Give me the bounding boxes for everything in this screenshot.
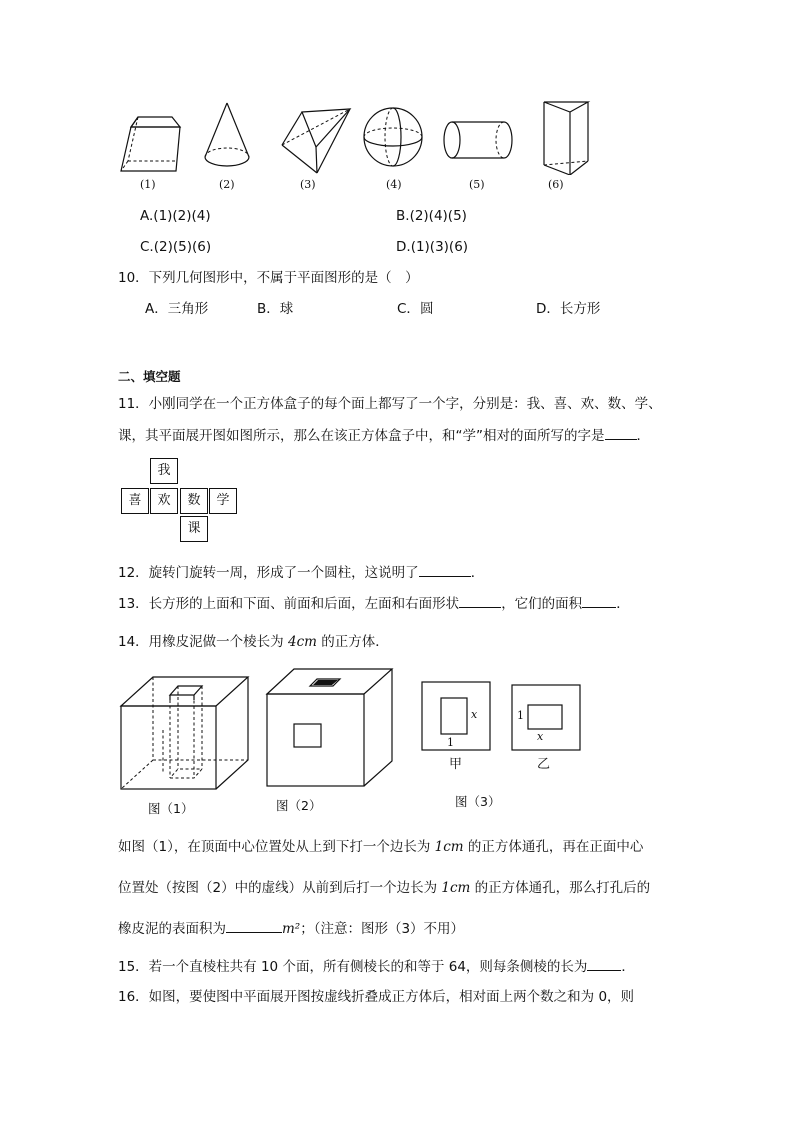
q14-answer-blank[interactable]: [226, 919, 282, 933]
fig3-caption: 图（3）: [455, 794, 501, 809]
q11-line2: 课，其平面展开图如图所示，那么在该正方体盒子中，和“学”相对的面所写的字是 ．: [118, 428, 650, 444]
q13-answer-blank-2[interactable]: [582, 594, 616, 608]
fig2-caption: 图（2）: [276, 798, 322, 813]
jia-label: 甲: [449, 757, 463, 772]
q9-option-c: C.(2)(5)(6): [140, 239, 212, 255]
q11-line1: 11．小刚同学在一个正方体盒子的每个面上都写了一个字，分别是：我、喜、欢、数、学、: [118, 396, 662, 412]
q10-stem: 10．下列几何图形中，不属于平面图形的是（ ）: [118, 270, 419, 286]
q10-option-a: A．三角形: [145, 301, 209, 317]
net-cell-wo: 我: [150, 458, 178, 484]
q14-para3: 橡皮泥的表面积为 m²；（注意：图形（3）不用）: [118, 921, 465, 937]
q11-answer-blank[interactable]: [605, 426, 637, 440]
q9-option-d: D.(1)(3)(6): [396, 239, 469, 255]
cube-figure-2: [264, 667, 396, 789]
shape-label-5: (5): [469, 178, 485, 191]
cylinder-shape: [444, 122, 512, 158]
fig1-caption: 图（1）: [148, 801, 194, 816]
square-figure-jia: [420, 680, 492, 752]
shape-label-4: (4): [386, 178, 402, 191]
prism-shape: [544, 102, 588, 175]
section-title: 二、填空题: [118, 369, 181, 384]
q14-stem: 14．用橡皮泥做一个棱长为 4cm 的正方体．: [118, 634, 389, 650]
cube-figure-1: [118, 672, 253, 794]
jia-label-1: 1: [447, 736, 454, 749]
q12-answer-blank[interactable]: [419, 563, 471, 577]
net-cell-xue: 学: [209, 488, 237, 514]
q13-line: 13．长方形的上面和下面、前面和后面，左面和右面形状 ，它们的面积 ．: [118, 596, 630, 612]
q10-option-d: D．长方形: [536, 301, 601, 317]
shape-label-1: (1): [140, 178, 156, 191]
yi-label-1: 1: [517, 709, 524, 722]
q10-option-c: C．圆: [397, 301, 434, 317]
shape-label-2: (2): [219, 178, 235, 191]
q13-answer-blank-1[interactable]: [459, 594, 501, 608]
sphere-shape: [364, 108, 422, 166]
q15-answer-blank[interactable]: [587, 957, 621, 971]
net-cell-huan: 欢: [150, 488, 178, 514]
net-cell-shu: 数: [180, 488, 208, 514]
q12-line: 12．旋转门旋转一周，形成了一个圆柱，这说明了 ．: [118, 565, 485, 581]
q14-para1: 如图（1），在顶面中心位置处从上到下打一个边长为 1cm 的正方体通孔，再在正面中心: [118, 839, 644, 855]
q14-para2: 位置处（按图（2）中的虚线）从前到后打一个边长为 1cm 的正方体通孔，那么打孔后的: [118, 880, 651, 896]
shape-label-6: (6): [548, 178, 564, 191]
jia-label-x: x: [471, 708, 478, 721]
solids-figure: [110, 95, 610, 175]
q15-line: 15．若一个直棱柱共有 10 个面，所有侧棱长的和等于 64，则每条侧棱的长为 ．: [118, 959, 635, 975]
q9-option-a: A.(1)(2)(4): [140, 208, 211, 224]
net-cell-ke: 课: [180, 516, 208, 542]
frustum-shape: [121, 117, 180, 171]
yi-label-x: x: [537, 730, 544, 743]
shape-label-3: (3): [300, 178, 316, 191]
q10-option-b: B．球: [257, 301, 294, 317]
pyramid-shape: [282, 109, 350, 173]
yi-label: 乙: [537, 757, 551, 772]
q16-line: 16．如图，要使图中平面展开图按虚线折叠成正方体后，相对面上两个数之和为 0，则: [118, 989, 635, 1005]
cone-shape: [205, 103, 249, 166]
net-cell-xi: 喜: [121, 488, 149, 514]
q9-option-b: B.(2)(4)(5): [396, 208, 467, 224]
